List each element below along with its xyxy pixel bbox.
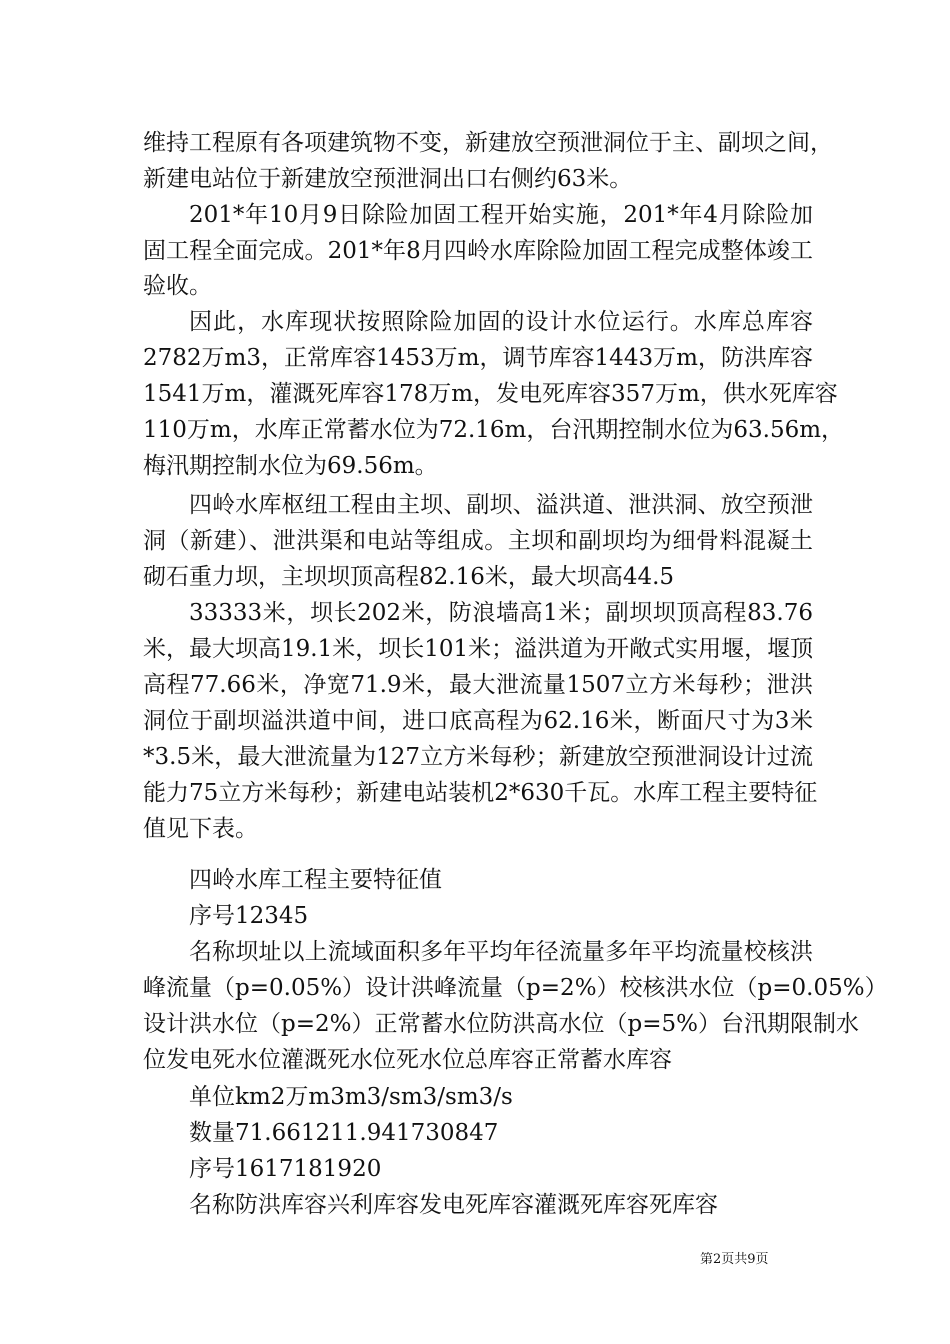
text-line: 因此，水库现状按照除险加固的设计水位运行。水库总库容 (189, 309, 813, 335)
text-line: 110万m，水库正常蓄水位为72.16m，台汛期控制水位为63.56m， (143, 417, 845, 443)
text-line: 维持工程原有各项建筑物不变，新建放空预泄洞位于主、副坝之间， (143, 130, 833, 156)
text-line: 名称防洪库容兴利库容发电死库容灌溉死库容死库容 (189, 1192, 718, 1218)
text-line: 新建电站位于新建放空预泄洞出口右侧约63米。 (143, 166, 633, 192)
text-line: 四岭水库工程主要特征值 (189, 867, 442, 893)
text-line: 33333米，坝长202米，防浪墙高1米；副坝坝顶高程83.76 (189, 600, 813, 626)
text-line: 设计洪水位（p=2%）正常蓄水位防洪高水位（p=5%）台汛期限制水 (143, 1011, 859, 1037)
text-line: 梅汛期控制水位为69.56m。 (143, 453, 438, 479)
text-line: 高程77.66米，净宽71.9米，最大泄流量1507立方米每秒；泄洪 (143, 672, 813, 698)
text-line: 序号12345 (189, 903, 309, 929)
text-line: 能力75立方米每秒；新建电站装机2*630千瓦。水库工程主要特征 (143, 780, 818, 806)
text-line: 201*年10月9日除险加固工程开始实施，201*年4月除险加 (189, 202, 813, 228)
text-line: 洞（新建）、泄洪渠和电站等组成。主坝和副坝均为细骨料混凝土 (143, 528, 813, 554)
text-line: *3.5米，最大泄流量为127立方米每秒；新建放空预泄洞设计过流 (143, 744, 813, 770)
text-line: 单位km2万m3m3/sm3/sm3/s (189, 1084, 513, 1110)
page-footer: 第2页共9页 (700, 1252, 769, 1267)
text-line: 名称坝址以上流域面积多年平均年径流量多年平均流量校核洪 (189, 939, 813, 965)
text-line: 位发电死水位灌溉死水位死水位总库容正常蓄水库容 (143, 1047, 672, 1073)
text-line: 验收。 (143, 273, 212, 299)
text-line: 序号1617181920 (189, 1156, 382, 1182)
text-line: 值见下表。 (143, 816, 258, 842)
text-line: 四岭水库枢纽工程由主坝、副坝、溢洪道、泄洪洞、放空预泄 (189, 492, 813, 518)
text-line: 米，最大坝高19.1米，坝长101米；溢洪道为开敞式实用堰，堰顶 (143, 636, 814, 662)
text-line: 固工程全面完成。201*年8月四岭水库除险加固工程完成整体竣工 (143, 238, 813, 264)
text-line: 砌石重力坝，主坝坝顶高程82.16米，最大坝高44.5 (143, 564, 675, 590)
text-line: 数量71.661211.941730847 (189, 1120, 499, 1146)
text-line: 1541万m，灌溉死库容178万m，发电死库容357万m，供水死库容 (143, 381, 838, 407)
text-line: 2782万m3，正常库容1453万m，调节库容1443万m，防洪库容 (143, 345, 813, 371)
text-line: 洞位于副坝溢洪道中间，进口底高程为62.16米，断面尺寸为3米 (143, 708, 813, 734)
text-line: 峰流量（p=0.05%）设计洪峰流量（p=2%）校核洪水位（p=0.05%） (143, 975, 888, 1001)
